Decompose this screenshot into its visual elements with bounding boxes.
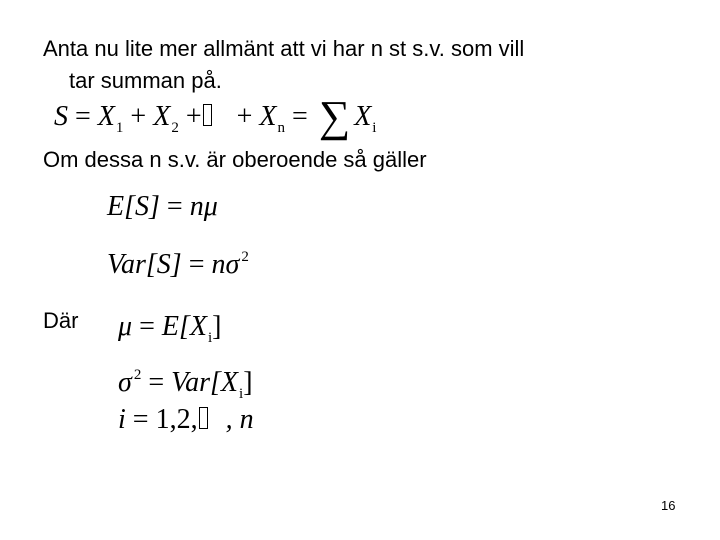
sum-formula bbox=[54, 92, 377, 145]
equals-sign: = bbox=[132, 404, 149, 435]
closing-bracket: ] bbox=[212, 311, 222, 342]
sum-symbol: S bbox=[54, 101, 68, 132]
mu-rhs: E[X bbox=[161, 311, 207, 342]
equals-sign: = bbox=[148, 367, 165, 398]
index-last: , n bbox=[225, 404, 254, 435]
index-variable: i bbox=[118, 404, 126, 435]
equals-sign: = bbox=[75, 101, 91, 132]
subscript-i: i bbox=[207, 330, 213, 346]
where-label: Där bbox=[43, 308, 79, 333]
index-definition bbox=[118, 403, 254, 437]
variance-lhs: Var[S] bbox=[107, 249, 182, 280]
term-xn: X bbox=[259, 101, 277, 132]
subscript-2: 2 bbox=[171, 120, 179, 136]
exponent-2: 2 bbox=[133, 367, 142, 383]
term-x2: X bbox=[153, 101, 171, 132]
equals-sign: = bbox=[292, 101, 308, 132]
summation-sigma: ∑ bbox=[318, 92, 351, 141]
sigma-symbol: σ bbox=[118, 367, 132, 398]
expectation-lhs: E[S] bbox=[107, 191, 160, 222]
equals-sign: = bbox=[166, 191, 183, 222]
subscript-1: 1 bbox=[115, 120, 124, 136]
mu-definition bbox=[118, 310, 221, 355]
ellipsis-placeholder-box bbox=[199, 407, 208, 429]
subscript-i: i bbox=[239, 386, 244, 402]
intro-line-1: Anta nu lite mer allmänt att vi har n st s.v. som vill bbox=[43, 36, 525, 61]
term-x1: X bbox=[97, 101, 115, 132]
term-xi: X bbox=[354, 101, 372, 132]
page-number: 16 bbox=[661, 498, 676, 513]
independence-text: Om dessa n s.v. är oberoende så gäller bbox=[43, 147, 427, 172]
intro-line-2: tar summan på. bbox=[69, 68, 222, 93]
mu-symbol: μ bbox=[118, 311, 133, 342]
sigma-symbol: σ bbox=[225, 249, 240, 280]
n-symbol: n bbox=[189, 191, 204, 222]
sigma-rhs: Var[X bbox=[171, 367, 239, 398]
plus-sign: + bbox=[236, 101, 253, 132]
plus-sign: + bbox=[185, 101, 202, 132]
closing-bracket: ] bbox=[243, 367, 253, 398]
n-symbol: n bbox=[211, 249, 226, 280]
equals-sign: = bbox=[139, 311, 155, 342]
mu-symbol: μ bbox=[203, 191, 218, 222]
subscript-i: i bbox=[372, 120, 377, 136]
ellipsis-placeholder-box bbox=[203, 104, 212, 126]
plus-sign: + bbox=[130, 101, 147, 132]
expectation-formula bbox=[107, 190, 218, 224]
subscript-n: n bbox=[277, 120, 286, 136]
equals-sign: = bbox=[188, 249, 205, 280]
variance-formula bbox=[107, 240, 249, 282]
exponent-2: 2 bbox=[241, 249, 249, 265]
index-values: 1,2, bbox=[155, 404, 198, 435]
